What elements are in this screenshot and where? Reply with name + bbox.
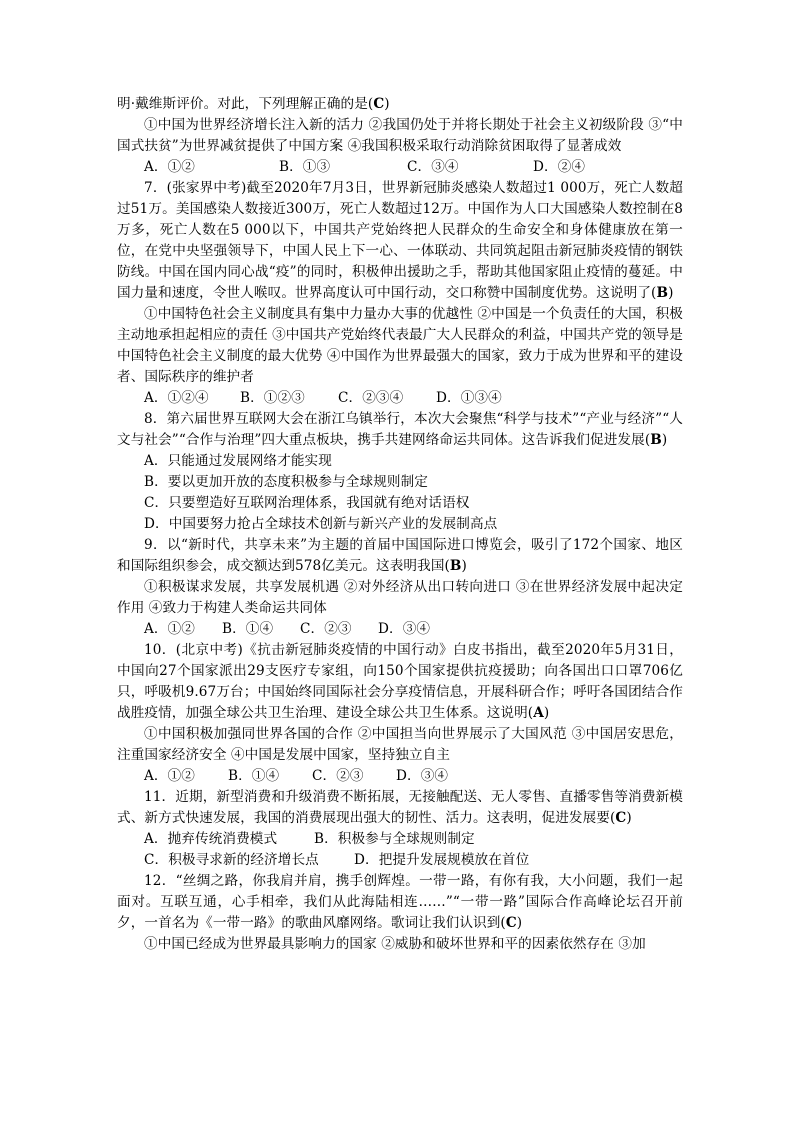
- q7-statements: ①中国特色社会主义制度具有集中力量办大事的优越性 ②中国是一个负责任的大国，积极主动地承担起相应的责任 ③中国共产党始终代表最广大人民群众的利益，中国共产党的领导是中国特色社会主义制度的最大优势 ④中国作为世界最强大的国家，致力于成为世界和平的建设者、国际秩序的维护者: [117, 306, 683, 385]
- q11-answer: C: [615, 810, 627, 826]
- q7-option-d: D．①③④: [436, 390, 502, 406]
- q7-option-a: A．①②④: [144, 390, 209, 406]
- q10-option-a: A．①②: [144, 768, 195, 784]
- q8-option-d: D．中国要努力抢占全球技术创新与新兴产业的发展制高点: [144, 516, 498, 532]
- q9-answer: B: [449, 558, 462, 574]
- q11-option-b: B．积极参与全球规则制定: [314, 831, 475, 847]
- q6-statements: ①中国为世界经济增长注入新的活力 ②我国仍处于并将长期处于社会主义初级阶段 ③“中国式扶贫”为世界减贫提供了中国方案 ④我国积极采取行动消除贫困取得了显著成效: [117, 117, 683, 154]
- q10-stem: 10．(北京中考)《抗击新冠肺炎疫情的中国行动》白皮书指出，截至2020年5月31日，中国向27个国家派出29支医疗专家组，向150个国家提供抗疫援助；向各国出口口罩706亿只，呼吸机9.67万台；中国始终同国际社会分享疫情信息，开展科研合作；呼吁各国团结合作战胜疫情，加强全球公共卫生治理、建设全球公共卫生体系。这说明(A): [117, 642, 683, 721]
- q8-option-b: B．要以更加开放的态度积极参与全球规则制定: [144, 474, 428, 490]
- q8-stem: 8．第六届世界互联网大会在浙江乌镇举行，本次大会聚焦“科学与技术”“产业与经济”“人文与社会”“合作与治理”四大重点板块，携手共建网络命运共同体。这告诉我们促进发展(B): [117, 411, 683, 448]
- q10-statements: ①中国积极加强同世界各国的合作 ②中国担当向世界展示了大国风范 ③中国居安思危，注重国家经济安全 ④中国是发展中国家，坚持独立自主: [117, 726, 683, 763]
- q10-option-b: B．①④: [228, 768, 280, 784]
- q11-option-d: D．把提升发展规模放在首位: [354, 852, 530, 868]
- q10-answer: A: [533, 705, 544, 721]
- q11-option-a: A．抛弃传统消费模式: [144, 831, 278, 847]
- q12-statements: ①中国已经成为世界最具影响力的国家 ②威胁和破坏世界和平的因素依然存在 ③加: [144, 936, 646, 952]
- q11-options-row2: [117, 850, 683, 871]
- question-list: [117, 94, 683, 955]
- q9-option-c: C．②③: [300, 621, 352, 637]
- q7-options: [117, 388, 683, 409]
- q9-option-b: B．①④: [222, 621, 274, 637]
- q6-option-b: B．①③: [279, 159, 331, 175]
- q9-options: [117, 619, 683, 640]
- q8-option-a: A．只能通过发展网络才能实现: [144, 453, 332, 469]
- q8-answer: B: [650, 432, 662, 448]
- q11-options-row1: [117, 829, 683, 850]
- q9-option-a: A．①②: [144, 621, 195, 637]
- q10-option-c: C．②③: [312, 768, 364, 784]
- q8-option-c: C．只要塑造好互联网治理体系，我国就有绝对话语权: [144, 495, 470, 511]
- q6-option-a: A．①②: [144, 159, 195, 175]
- q9-option-d: D．③④: [378, 621, 431, 637]
- q10-option-d: D．③④: [396, 768, 449, 784]
- q6-stem: 明·戴维斯评价。对此，下列理解正确的是(C): [117, 96, 390, 112]
- q7-stem: 7．(张家界中考)截至2020年7月3日，世界新冠肺炎感染人数超过1 000万，死亡人数超过51万。美国感染人数接近300万，死亡人数超过12万。中国作为人口大国感染人数控制在8万多，死亡人数在5 000以下，中国共产党始终把人民群众的生命安全和身体健康放在第一位，在党中央坚强领导下，中国人民上下一心、一体联动、共同筑起阻击新冠肺炎疫情的钢铁防线。中国在国内同心战“疫”的同时，积极伸出援助之手，帮助其他国家阻止疫情的蔓延。中国力量和速度，令世人喉叹。世界高度认可中国行动，交口称赞中国制度优势。这说明了(B): [117, 180, 683, 301]
- q7-answer: B: [656, 285, 669, 301]
- q11-option-c: C．积极寻求新的经济增长点: [144, 852, 319, 868]
- q6-option-c: C．③④: [407, 159, 459, 175]
- q7-option-c: C．②③④: [338, 390, 404, 406]
- q6-option-d: D．②④: [533, 159, 586, 175]
- q10-options: [117, 766, 683, 787]
- q6-answer: C: [373, 96, 385, 112]
- q7-option-b: B．①②③: [240, 390, 305, 406]
- q12-stem: 12．“丝绸之路，你我肩并肩，携手创辉煌。一带一路，有你有我，大小问题，我们一起面对。互联互通，心手相牵，我们从此海陆相连……”“一带一路”国际合作高峰论坛召开前夕，一首名为《一带一路》的歌曲风靡网络。歌词让我们认识到(C): [117, 873, 683, 931]
- q11-stem: 11．近期，新型消费和升级消费不断拓展，无接触配送、无人零售、直播零售等消费新模式、新方式快速发展，我国的消费展现出强大的韧性、活力。这表明，促进发展要(C): [117, 789, 683, 826]
- q12-answer: C: [505, 915, 517, 931]
- q9-statements: ①积极谋求发展，共享发展机遇 ②对外经济从出口转向进口 ③在世界经济发展中起决定作用 ④致力于构建人类命运共同体: [117, 579, 683, 616]
- q6-options: [117, 157, 683, 178]
- q9-stem: 9．以“新时代，共享未来”为主题的首届中国国际进口博览会，吸引了172个国家、地区和国际组织参会，成交额达到578亿美元。这表明我国(B): [117, 537, 683, 574]
